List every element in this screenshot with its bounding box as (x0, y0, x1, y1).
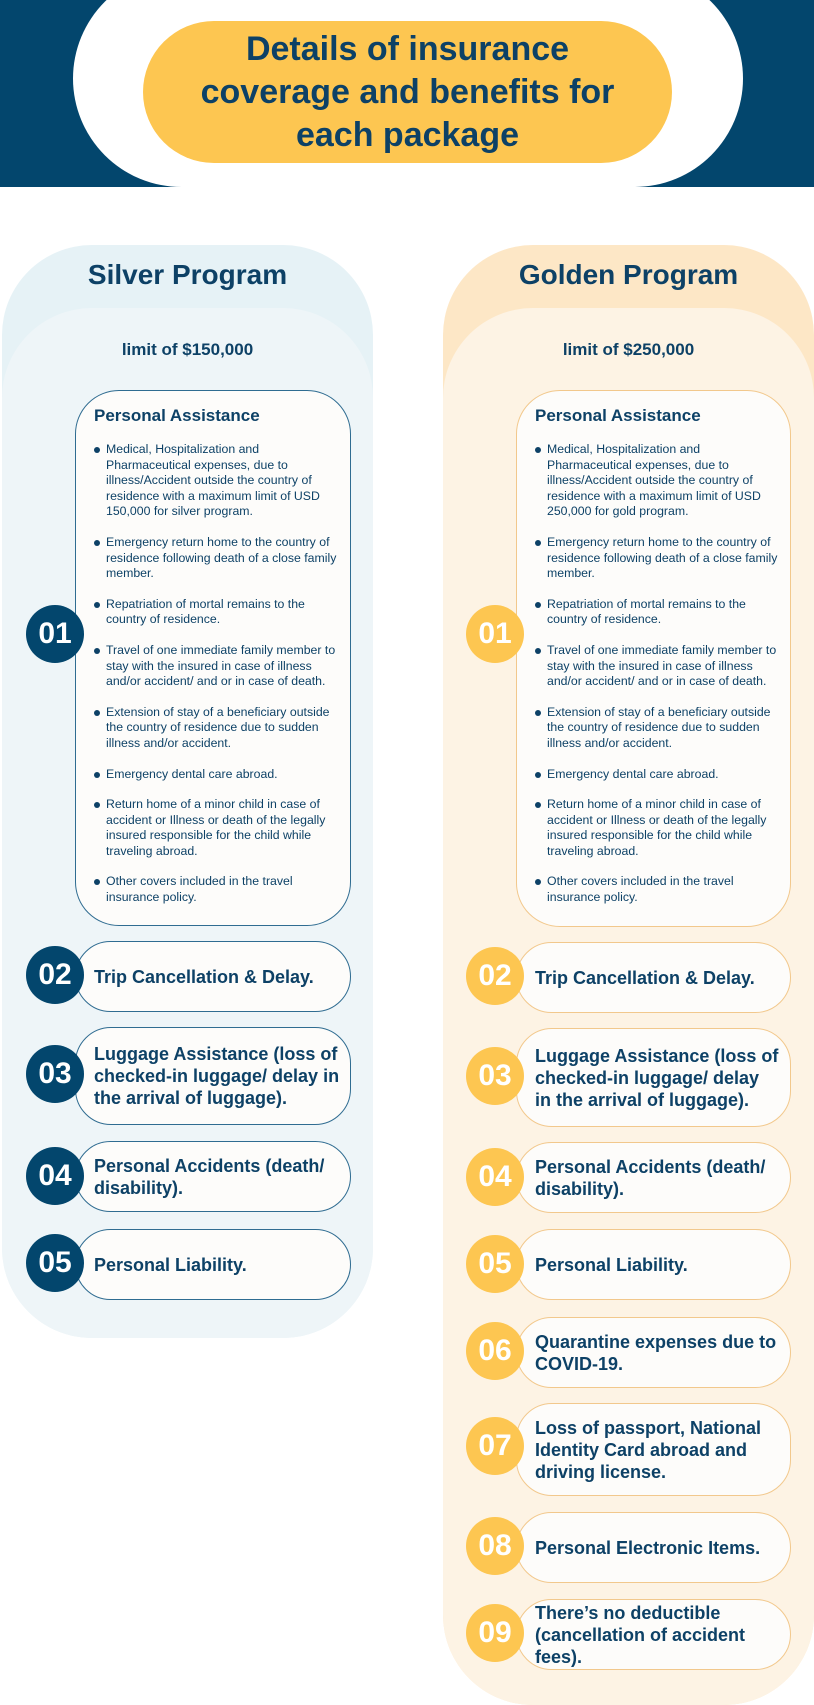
silver-personal-assistance-card (75, 390, 351, 926)
coverage-label: Personal Accidents (death/ disability). (94, 1155, 325, 1198)
number-badge: 08 (466, 1517, 524, 1575)
coverage-label: Luggage Assistance (loss of checked-in luggage/ delay in the arrival of luggage). (94, 1044, 340, 1108)
list-item: Medical, Hospitalization and Pharmaceutical expenses, due to illness/Accident outside the country of residence with a maximum limit of USD 150,000 for silver program. (94, 442, 338, 520)
personal-assistance-list (94, 442, 338, 906)
coverage-label: Personal Liability. (94, 1254, 247, 1275)
list-item: Repatriation of mortal remains to the country of residence. (535, 597, 778, 628)
golden-coverage-card (516, 1512, 791, 1583)
page-title: Details of insurance coverage and benefits for each package (200, 29, 615, 154)
golden-coverage-card (516, 1229, 791, 1300)
number-badge: 01 (26, 605, 84, 663)
number-badge: 04 (466, 1148, 524, 1206)
golden-personal-assistance-card (516, 390, 791, 927)
coverage-label: There’s no deductible (cancellation of accident fees). (535, 1602, 746, 1667)
silver-program-title: Silver Program (87, 259, 288, 290)
list-item: Other covers included in the travel insurance policy. (535, 874, 778, 905)
golden-coverage-card (516, 1403, 791, 1496)
golden-coverage-card (516, 1317, 791, 1388)
golden-coverage-card (516, 1599, 791, 1670)
number-badge: 02 (466, 947, 524, 1005)
silver-coverage-card (75, 941, 351, 1012)
list-item: Emergency dental care abroad. (94, 767, 338, 783)
list-item: Repatriation of mortal remains to the country of residence. (94, 597, 338, 628)
list-item: Emergency return home to the country of residence following death of a close family member. (535, 535, 778, 582)
number-badge: 03 (26, 1045, 84, 1103)
list-item: Travel of one immediate family member to stay with the insured in case of illness and/or accident/ and or in case of death. (535, 643, 778, 690)
silver-coverage-card (75, 1027, 351, 1125)
coverage-label: Luggage Assistance (loss of checked-in luggage/ delay in the arrival of luggage). (535, 1045, 779, 1110)
title-banner (143, 21, 672, 163)
number-badge: 01 (466, 605, 524, 663)
coverage-label: Trip Cancellation & Delay. (535, 967, 755, 988)
number-badge: 07 (466, 1417, 524, 1475)
golden-program-limit: limit of $250,000 (562, 340, 695, 359)
number-badge: 05 (466, 1235, 524, 1293)
golden-coverage-card (516, 1142, 791, 1213)
coverage-label: Quarantine expenses due to COVID-19. (535, 1331, 777, 1374)
list-item: Travel of one immediate family member to stay with the insured in case of illness and/or accident/ and or in case of death. (94, 643, 338, 690)
list-item: Emergency return home to the country of residence following death of a close family member. (94, 535, 338, 582)
coverage-label: Personal Electronic Items. (535, 1537, 761, 1558)
list-item: Extension of stay of a beneficiary outside the country of residence due to sudden illness and/or accident. (535, 705, 778, 752)
golden-program-title: Golden Program (518, 259, 739, 290)
coverage-label: Trip Cancellation & Delay. (94, 966, 314, 987)
silver-program-limit: limit of $150,000 (121, 340, 254, 359)
number-badge: 05 (26, 1234, 84, 1292)
coverage-label: Personal Liability. (535, 1254, 688, 1275)
number-badge: 03 (466, 1047, 524, 1105)
coverage-label: Loss of passport, National Identity Card abroad and driving license. (535, 1417, 762, 1482)
number-badge: 06 (466, 1322, 524, 1380)
personal-assistance-title: Personal Assistance (94, 406, 260, 425)
personal-assistance-list (535, 442, 778, 906)
list-item: Emergency dental care abroad. (535, 767, 778, 783)
silver-coverage-card (75, 1141, 351, 1212)
list-item: Return home of a minor child in case of accident or Illness or death of the legally insured responsible for the child while traveling abroad. (535, 797, 778, 859)
silver-coverage-card (75, 1229, 351, 1300)
number-badge: 04 (26, 1147, 84, 1205)
coverage-label: Personal Accidents (death/ disability). (535, 1156, 766, 1199)
golden-coverage-card (516, 942, 791, 1013)
list-item: Medical, Hospitalization and Pharmaceutical expenses, due to illness/Accident outside the country of residence with a maximum limit of USD 250,000 for gold program. (535, 442, 778, 520)
number-badge: 02 (26, 946, 84, 1004)
list-item: Return home of a minor child in case of accident or Illness or death of the legally insured responsible for the child while traveling abroad. (94, 797, 338, 859)
list-item: Extension of stay of a beneficiary outside the country of residence due to sudden illness and/or accident. (94, 705, 338, 752)
personal-assistance-title: Personal Assistance (535, 406, 701, 425)
number-badge: 09 (466, 1604, 524, 1662)
list-item: Other covers included in the travel insurance policy. (94, 874, 338, 905)
golden-coverage-card (516, 1028, 791, 1127)
